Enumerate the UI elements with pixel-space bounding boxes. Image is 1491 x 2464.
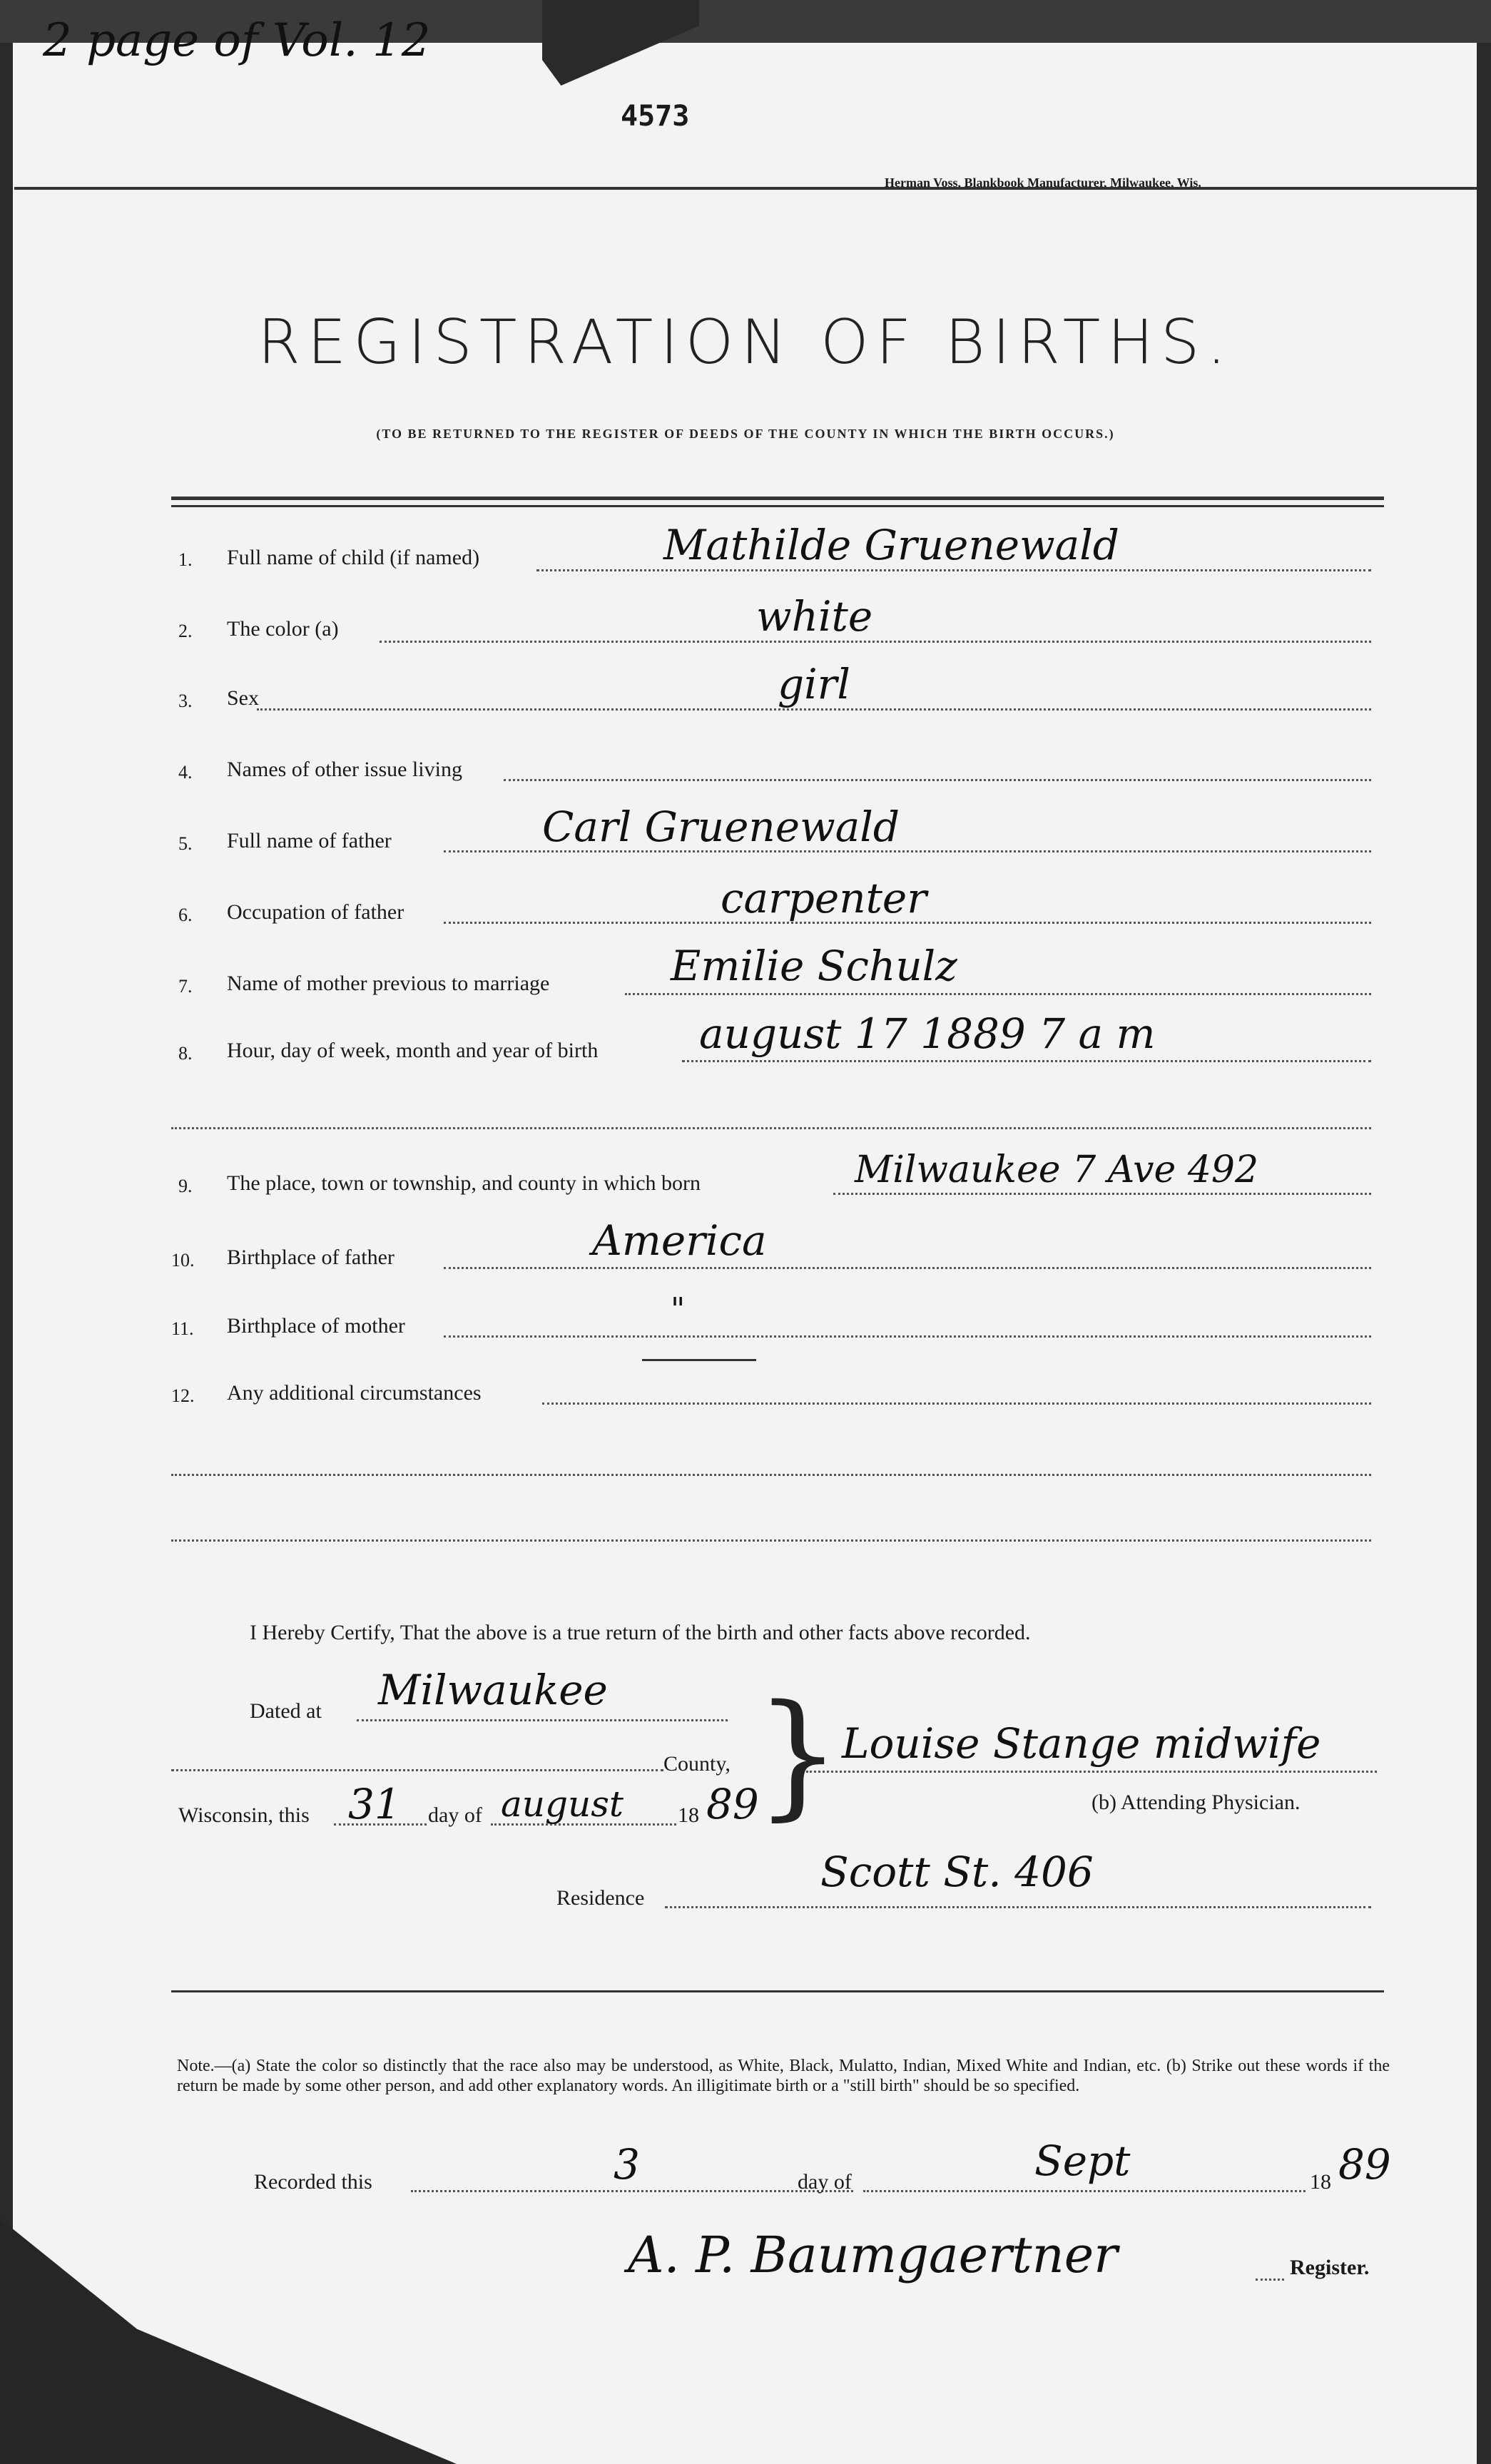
fill-line [411, 2190, 853, 2192]
field-number: 9. [178, 1176, 193, 1196]
residence-label: Residence [556, 1886, 645, 1910]
header-rule [14, 187, 1477, 190]
double-rule-top [171, 497, 1384, 500]
volume-note: 2 page of Vol. 12 [43, 14, 431, 67]
field-value: America [592, 1216, 767, 1265]
field-number: 4. [178, 762, 193, 783]
fill-line [625, 993, 1371, 995]
field-label: Hour, day of week, month and year of birth [227, 1039, 599, 1062]
field-number: 11. [171, 1318, 194, 1339]
physician-label: (b) Attending Physician. [1091, 1791, 1301, 1814]
year-prefix: 18 [678, 1803, 699, 1827]
recorded-year-value: 89 [1338, 2140, 1391, 2189]
ditto-underline [642, 1359, 756, 1361]
field-label: Name of mother previous to marriage [227, 972, 550, 995]
field-value: " [671, 1291, 686, 1328]
recorded-day-value: 3 [614, 2140, 640, 2189]
field-label: Full name of father [227, 829, 392, 852]
recorded-year-prefix: 18 [1310, 2170, 1331, 2194]
fill-line [863, 2190, 1306, 2192]
certify-statement: I Hereby Certify, That the above is a true return of the birth and other facts above recorded. [250, 1621, 1031, 1644]
field-label: Birthplace of father [227, 1246, 395, 1269]
fill-line [682, 1060, 1371, 1062]
fill-line [380, 641, 1371, 643]
field-label: Names of other issue living [227, 758, 462, 781]
manufacturer-imprint: Herman Voss, Blankbook Manufacturer, Milwaukee, Wis. [885, 175, 1201, 190]
field-number: 10. [171, 1250, 195, 1271]
field-label: Birthplace of mother [227, 1314, 405, 1338]
field-value: white [756, 592, 873, 641]
register-label: Register. [1290, 2256, 1370, 2279]
year-value: 89 [706, 1780, 759, 1828]
month-value: august [501, 1783, 624, 1825]
fill-line [536, 569, 1371, 571]
field-value: Emilie Schulz [671, 942, 957, 990]
fill-line [833, 1193, 1371, 1195]
fill-line [171, 1769, 663, 1771]
field-label: The color (a) [227, 617, 339, 641]
field-number: 8. [178, 1043, 193, 1064]
fill-line [665, 1906, 1371, 1908]
field-number: 5. [178, 833, 193, 854]
fill-line-continued [171, 1539, 1371, 1542]
residence-value: Scott St. 406 [820, 1848, 1094, 1896]
field-value: Carl Gruenewald [542, 803, 900, 851]
field-number: 12. [171, 1385, 195, 1406]
field-value: girl [778, 660, 850, 708]
field-number: 7. [178, 976, 193, 997]
fill-line [504, 779, 1371, 781]
field-label: Occupation of father [227, 900, 404, 924]
county-label: County, [663, 1752, 731, 1776]
field-value: Milwaukee 7 Ave 492 [855, 1149, 1259, 1191]
recorded-label: Recorded this [254, 2170, 372, 2194]
fill-line-continued [171, 1474, 1371, 1476]
wisconsin-label: Wisconsin, this [178, 1803, 310, 1827]
dated-at-value: Milwaukee [378, 1666, 608, 1714]
section-rule [171, 1990, 1384, 1992]
fill-line [806, 1771, 1377, 1773]
field-label: The place, town or township, and county in which born [227, 1171, 701, 1195]
bracket-decoration: } [755, 1676, 841, 1833]
recorded-day-of-label: day of [798, 2170, 852, 2194]
day-value: 31 [348, 1780, 401, 1828]
fill-line [257, 708, 1371, 711]
field-number: 3. [178, 691, 193, 711]
fill-line [444, 1335, 1371, 1338]
fill-line [542, 1402, 1371, 1405]
day-of-label: day of [428, 1803, 482, 1827]
form-subtitle: (TO BE RETURNED TO THE REGISTER OF DEEDS OF THE COUNTY IN WHICH THE BIRTH OCCURS.) [376, 427, 1115, 441]
note-paragraph: Note.—(a) State the color so distinctly that the race also may be understood, as White, Black, Mulatto, Indian, Mixed White and Indian, etc. (b) Strike out these words if the return be made by some other person, and add other explanatory words. An illigitimate birth or a "still birth" should be so specified. [177, 2057, 1390, 2095]
fill-line [1256, 2279, 1284, 2281]
field-label: Sex [227, 686, 259, 710]
fill-line [357, 1719, 728, 1721]
recorded-month-value: Sept [1034, 2137, 1131, 2185]
fill-line [444, 1267, 1371, 1269]
form-title: REGISTRATION OF BIRTHS. [258, 307, 1233, 378]
double-rule-bottom [171, 505, 1384, 507]
field-number: 2. [178, 621, 193, 641]
field-number: 6. [178, 905, 193, 925]
stamp-number: 4573 [621, 100, 690, 133]
field-value: Mathilde Gruenewald [663, 521, 1119, 569]
dated-at-label: Dated at [250, 1699, 322, 1723]
field-value: carpenter [721, 874, 927, 922]
field-value: august 17 1889 7 a m [699, 1009, 1156, 1058]
field-label: Any additional circumstances [227, 1381, 482, 1405]
physician-name: Louise Stange midwife [842, 1719, 1321, 1768]
register-signature: A. P. Baumgaertner [628, 2226, 1118, 2284]
fill-line-continued [171, 1127, 1371, 1129]
field-number: 1. [178, 549, 193, 570]
field-label: Full name of child (if named) [227, 546, 480, 569]
